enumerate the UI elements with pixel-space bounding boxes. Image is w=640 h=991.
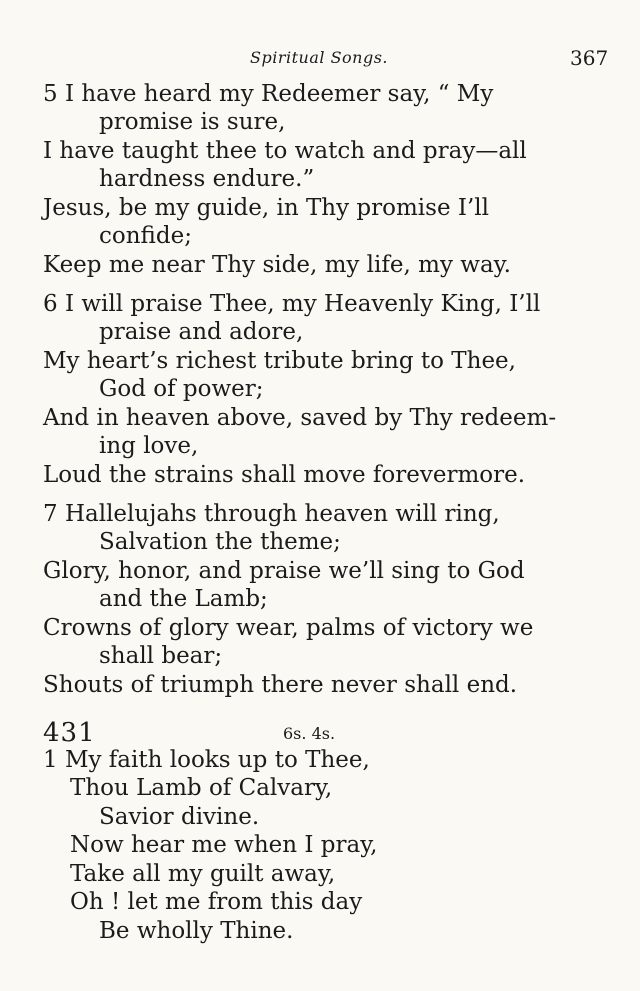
verse-line: 5 I have heard my Redeemer say, “ My <box>43 81 494 107</box>
verse-line: Thou Lamb of Calvary, <box>70 775 333 801</box>
verse-line: promise is sure, <box>99 109 286 135</box>
verse-line: shall bear; <box>99 643 223 669</box>
verse-line: Be wholly Thine. <box>99 918 294 944</box>
verse-line: Now hear me when I pray, <box>70 832 378 858</box>
verse-line: Keep me near Thy side, my life, my way. <box>43 252 511 278</box>
hymn-meter: 6s. 4s. <box>283 724 336 743</box>
verse-line: Glory, honor, and praise we’ll sing to God <box>43 558 525 584</box>
verse-line: And in heaven above, saved by Thy redeem- <box>43 405 557 431</box>
verse-line: I have taught thee to watch and pray—all <box>43 138 527 164</box>
verse-line: 7 Hallelujahs through heaven will ring, <box>43 501 500 527</box>
page-header <box>0 46 640 76</box>
verse-line: confide; <box>99 223 192 249</box>
verse-line: Take all my guilt away, <box>70 861 336 887</box>
verse-line: Loud the strains shall move forevermore. <box>43 462 526 488</box>
verse-line: My heart’s richest tribute bring to Thee, <box>43 348 516 374</box>
verse-line: 6 I will praise Thee, my Heavenly King, I’ll <box>43 291 541 317</box>
verse-line: God of power; <box>99 376 264 402</box>
verse-line: Salvation the theme; <box>99 529 341 555</box>
verse-line: and the Lamb; <box>99 586 268 612</box>
verse-line: Crowns of glory wear, palms of victory we <box>43 615 534 641</box>
verse-line: Shouts of triumph there never shall end. <box>43 672 518 698</box>
page-number: 367 <box>570 46 609 70</box>
running-title: Spiritual Songs. <box>250 48 388 67</box>
verse-line: ing love, <box>99 433 199 459</box>
verse-line: Jesus, be my guide, in Thy promise I’ll <box>43 195 489 221</box>
verse-line: Savior divine. <box>99 804 260 830</box>
verse-line: praise and adore, <box>99 319 304 345</box>
verse-line: Oh ! let me from this day <box>70 889 363 915</box>
verse-line: hardness endure.” <box>99 166 315 192</box>
hymn-heading <box>43 718 603 748</box>
verse-line: 1 My faith looks up to Thee, <box>43 747 370 773</box>
hymn-number: 431 <box>43 718 96 748</box>
